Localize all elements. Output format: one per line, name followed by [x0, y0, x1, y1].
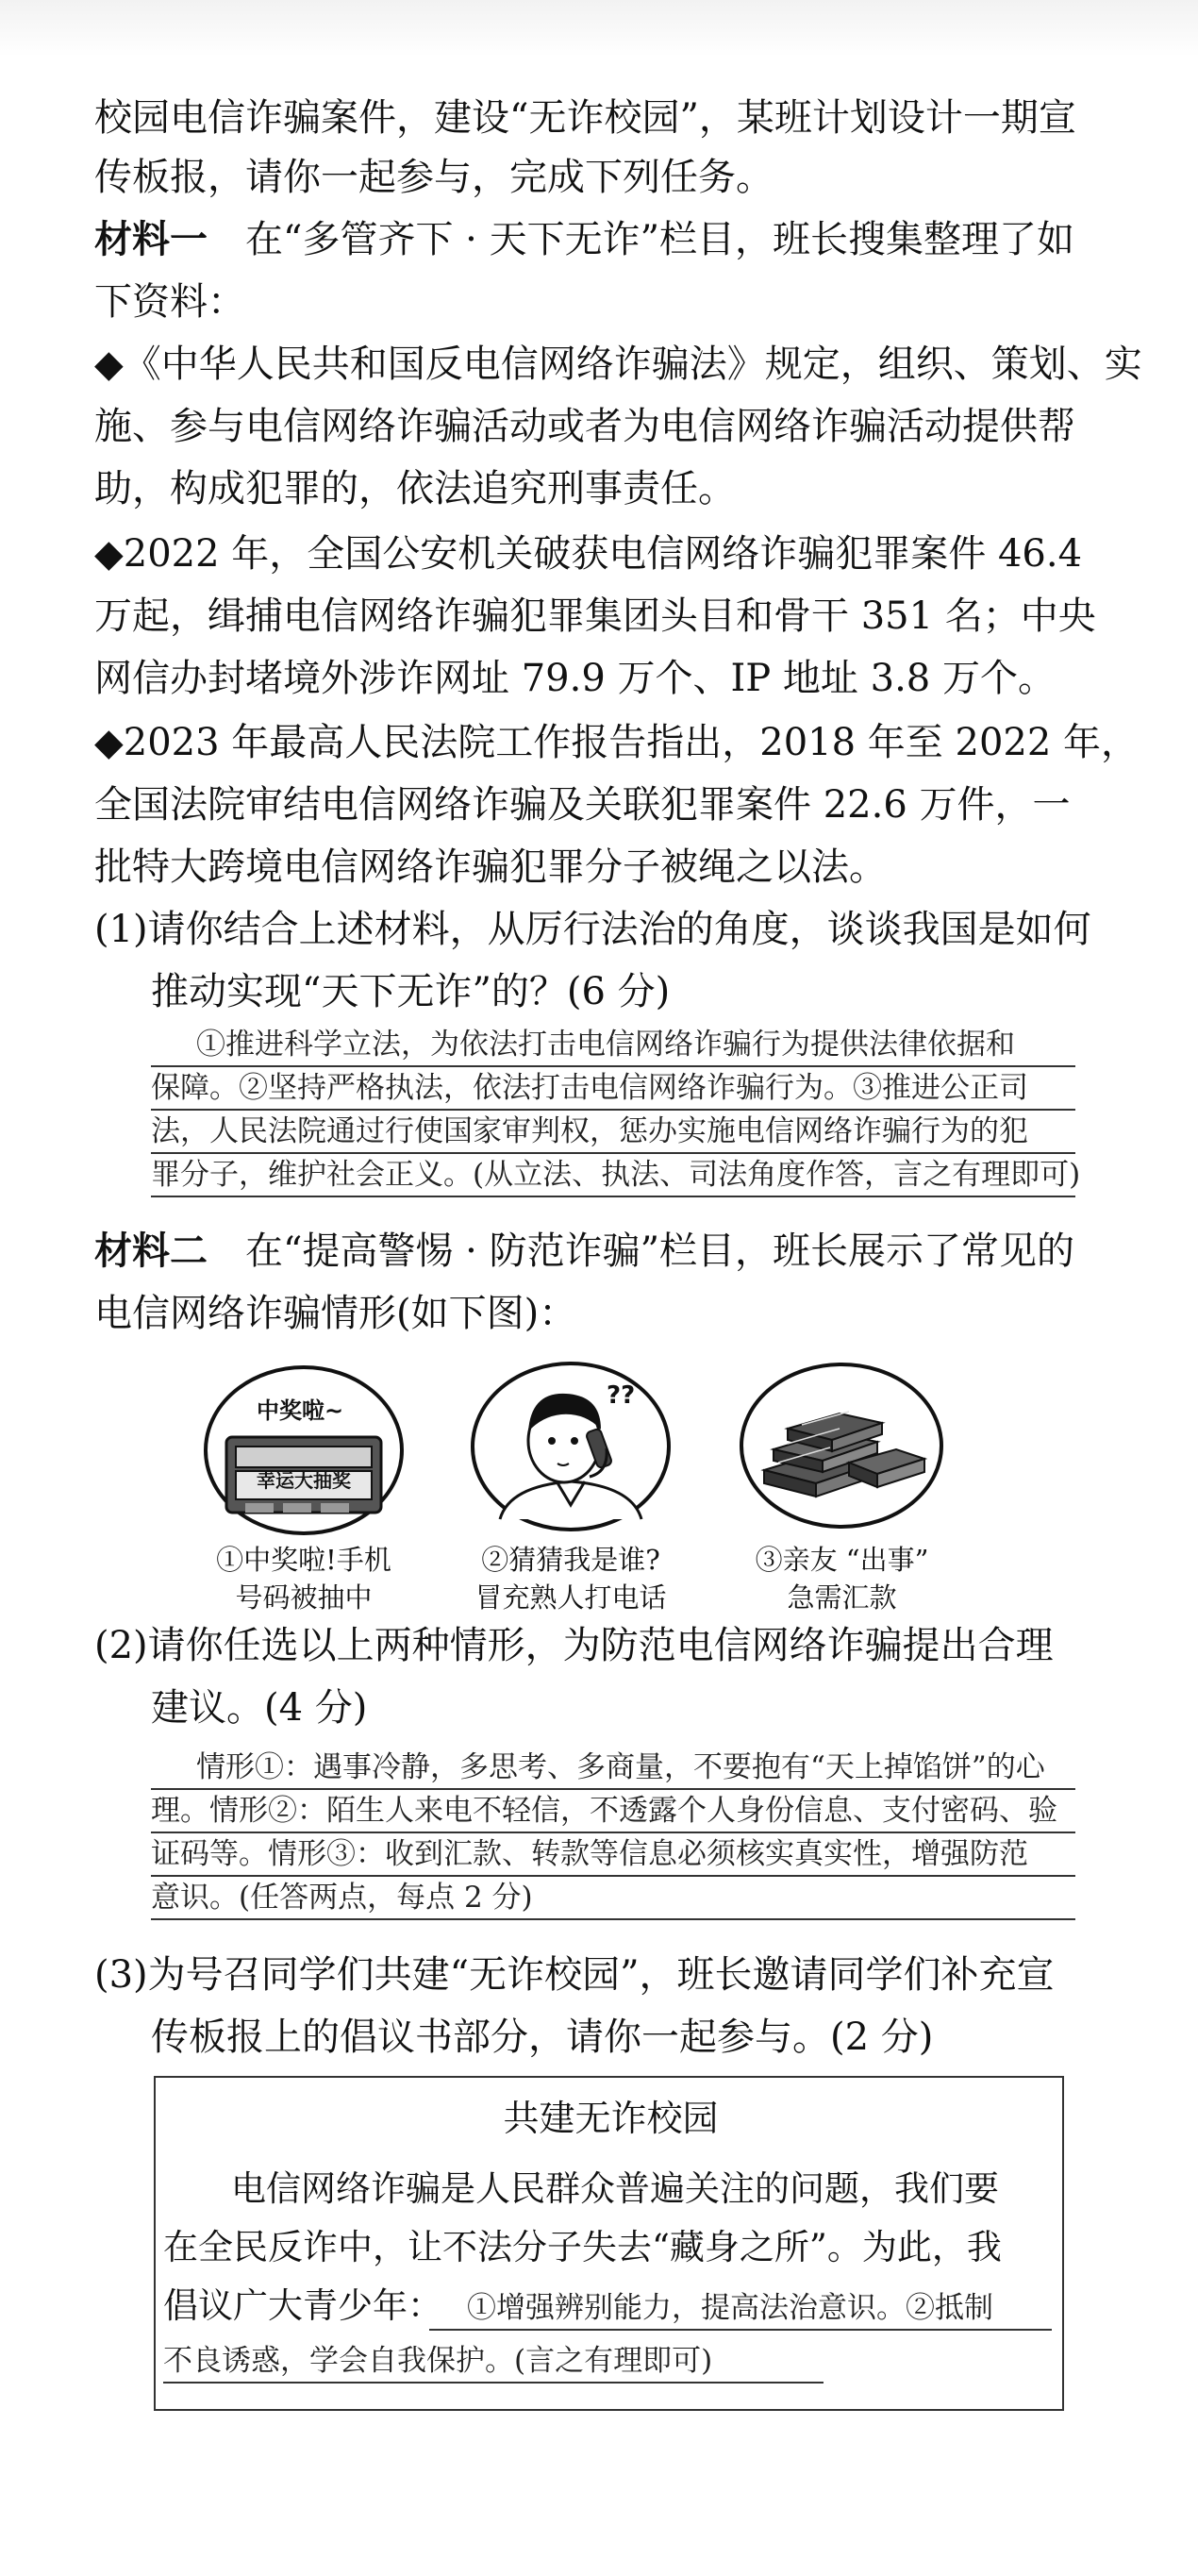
answer-2-line: 理。情形②：陌生人来电不轻信，不透露个人身份信息、支付密码、验 — [151, 1790, 1075, 1833]
picture-1-caption: 号码被抽中 — [235, 1581, 373, 1614]
proposal-title: 共建无诈校园 — [503, 2098, 719, 2139]
picture-1-caption: ①中奖啦!手机 — [216, 1544, 391, 1576]
lottery-banner: 中奖啦~ — [257, 1397, 344, 1424]
material1-label: 材料一 — [94, 217, 208, 261]
question-1: 推动实现“天下无诈”的？(6 分) — [151, 970, 671, 1013]
bullet-line: ◆2022 年，全国公安机关破获电信网络诈骗犯罪案件 46.4 — [94, 532, 1083, 576]
material2-text: 电信网络诈骗情形(如下图)： — [94, 1292, 577, 1335]
picture-3-caption: ③亲友 “出事” — [755, 1544, 929, 1576]
bullet-line: 网信办封堵境外涉诈网址 79.9 万个、IP 地址 3.8 万个。 — [94, 657, 1056, 700]
bullet-line: 助，构成犯罪的，依法追究刑事责任。 — [94, 467, 736, 510]
proposal-line: 电信网络诈骗是人民群众普遍关注的问题，我们要 — [231, 2168, 999, 2209]
material1-heading — [94, 213, 1074, 266]
phone-call-picture — [467, 1354, 674, 1533]
proposal-line: 在全民反诈中，让不法分子失去“藏身之所”。为此，我 — [163, 2227, 1002, 2267]
bullet-line: 万起，缉捕电信网络诈骗犯罪集团头目和骨干 351 名；中央 — [94, 594, 1096, 638]
answer-1-line: 保障。②坚持严格执法，依法打击电信网络诈骗行为。③推进公正司 — [151, 1067, 1075, 1111]
money-picture — [736, 1359, 948, 1533]
picture-3-caption: 急需汇款 — [787, 1581, 897, 1614]
bullet-line: ◆《中华人民共和国反电信网络诈骗法》规定，组织、策划、实 — [94, 343, 1142, 386]
top-shadow — [0, 0, 1198, 57]
answer-2-line: 证码等。情形③：收到汇款、转款等信息必须核实真实性，增强防范 — [151, 1833, 1075, 1877]
bullet-line: 施、参与电信网络诈骗活动或者为电信网络诈骗活动提供帮 — [94, 405, 1075, 448]
proposal-answer-line: 不良诱惑，学会自我保护。(言之有理即可) — [163, 2340, 824, 2384]
question-marks: ?? — [607, 1381, 636, 1410]
material2-label: 材料二 — [94, 1229, 208, 1273]
intro-line: 校园电信诈骗案件，建设“无诈校园”，某班计划设计一期宣 — [94, 96, 1076, 140]
bullet-line: 全国法院审结电信网络诈骗及关联犯罪案件 22.6 万件，一 — [94, 783, 1071, 827]
answer-1-line: 罪分子，维护社会正义。(从立法、执法、司法角度作答，言之有理即可) — [151, 1154, 1075, 1197]
material1-text: 下资料： — [94, 280, 245, 324]
answer-2-line: 情形①：遇事冷静，多思考、多商量，不要抱有“天上掉馅饼”的心 — [151, 1747, 1075, 1790]
answer-2-line: 意识。(任答两点，每点 2 分) — [151, 1877, 1075, 1920]
material2-text: 在“提高警惕 · 防范诈骗”栏目，班长展示了常见的 — [245, 1229, 1075, 1273]
material2-heading — [94, 1225, 1074, 1278]
picture-2-caption: 冒充熟人打电话 — [474, 1581, 667, 1614]
intro-line: 传板报，请你一起参与，完成下列任务。 — [94, 156, 774, 199]
proposal-answer-line: ①增强辨别能力，提高法治意识。②抵制 — [429, 2287, 1052, 2331]
bullet-line: ◆2023 年最高人民法院工作报告指出，2018 年至 2022 年， — [94, 721, 1140, 764]
question-3: (3)为号召同学们共建“无诈校园”，班长邀请同学们补充宣 — [94, 1953, 1055, 1997]
material1-text: 在“多管齐下 · 天下无诈”栏目，班长搜集整理了如 — [245, 218, 1075, 261]
bullet-line: 批特大跨境电信网络诈骗犯罪分子被绳之以法。 — [94, 845, 887, 889]
question-3: 传板报上的倡议书部分，请你一起参与。(2 分) — [151, 2016, 934, 2059]
question-2: 建议。(4 分) — [151, 1686, 368, 1730]
question-2: (2)请你任选以上两种情形，为防范电信网络诈骗提出合理 — [94, 1624, 1054, 1667]
question-1: (1)请你结合上述材料，从厉行法治的角度，谈谈我国是如何 — [94, 908, 1091, 951]
proposal-line: 倡议广大青少年： — [163, 2285, 442, 2326]
lottery-picture — [200, 1363, 408, 1538]
proposal-box — [154, 2076, 1064, 2411]
answer-1-line: 法，人民法院通过行使国家审判权，惩办实施电信网络诈骗行为的犯 — [151, 1111, 1075, 1154]
answer-1-line: ①推进科学立法，为依法打击电信网络诈骗行为提供法律依据和 — [151, 1024, 1075, 1067]
picture-2-caption: ②猜猜我是谁? — [481, 1544, 660, 1576]
lottery-sign: 幸运大抽奖 — [257, 1469, 351, 1492]
